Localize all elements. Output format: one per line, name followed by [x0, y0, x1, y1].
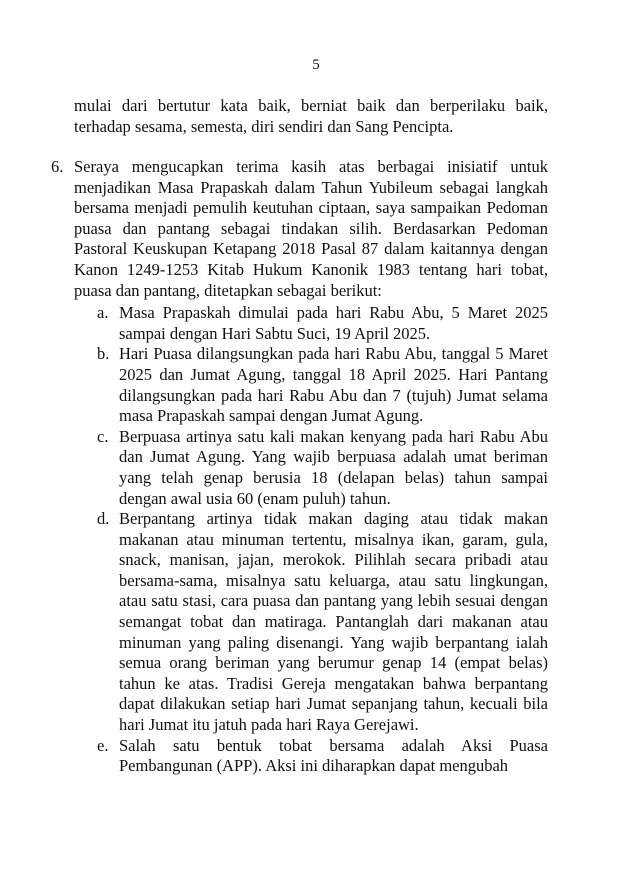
sub-item-letter: e.: [97, 735, 109, 755]
sub-item-letter: c.: [97, 426, 109, 446]
sub-list: [74, 303, 548, 777]
sub-item-text: Hari Puasa dilangsungkan pada hari Rabu Abu, tanggal 5 Maret 2025 dan Jumat Agung, tanggal 18 April 2025. Hari Pantang dilangsungkan pada hari Rabu Abu dan 7 (tujuh) Jumat selama masa Prapaskah sampai dengan Jumat Agung.: [119, 344, 548, 426]
sub-item-d: [74, 509, 548, 736]
sub-item-e: [74, 736, 548, 777]
list-item-number: 6.: [51, 157, 64, 176]
intro-paragraph: mulai dari bertutur kata baik, berniat baik dan berperilaku baik, terhadap sesama, semesta, diri sendiri dan Sang Pencipta.: [74, 96, 548, 136]
page-number: 5: [312, 57, 320, 73]
sub-item-text: Salah satu bentuk tobat bersama adalah Aksi Puasa Pembangunan (APP). Aksi ini diharapkan dapat mengubah: [119, 735, 548, 776]
sub-item-text: Berpantang artinya tidak makan daging atau tidak makan makanan atau minuman tertentu, misalnya ikan, garam, gula, snack, manisan, jajan, merokok. Pilihlah secara pribadi atau bersama-sama, misalnya satu keluarga, atau satu lingkungan, atau satu stasi, cara puasa dan pantang yang lebih sesuai dengan semangat tobat dan matiraga. Pantanglah dari makanan atau minuman yang paling disenangi. Yang wajib berpantang ialah semua orang beriman yang berumur genap 14 (empat belas) tahun ke atas. Tradisi Gereja mengatakan bahwa berpantang dapat dilakukan setiap hari Jumat sepanjang tahun, kecuali bila hari Jumat itu jatuh pada hari Raya Gerejawi.: [119, 509, 548, 735]
sub-item-letter: d.: [97, 509, 110, 529]
sub-item-letter: b.: [97, 344, 110, 364]
sub-item-letter: a.: [97, 303, 109, 323]
sub-item-c: [74, 427, 548, 509]
sub-item-a: [74, 303, 548, 344]
sub-item-b: [74, 344, 548, 426]
list-item-body: [74, 157, 548, 777]
sub-item-text: Berpuasa artinya satu kali makan kenyang pada hari Rabu Abu dan Jumat Agung. Yang wajib berpuasa adalah umat beriman yang telah genap berusia 18 (delapan belas) tahun sampai dengan awal usia 60 (enam puluh) tahun.: [119, 426, 548, 508]
list-item-text: Seraya mengucapkan terima kasih atas berbagai inisiatif untuk menjadikan Masa Prapaskah dalam Tahun Yubileum sebagai langkah bersama menjadi pemulih keutuhan ciptaan, saya sampaikan Pedoman puasa dan pantang sebagai tindakan silih. Berdasarkan Pedoman Pastoral Keuskupan Ketapang 2018 Pasal 87 dalam kaitannya dengan Kanon 1249-1253 Kitab Hukum Kanonik 1983 tentang hari tobat, puasa dan pantang, ditetapkan sebagai berikut:: [74, 157, 548, 300]
sub-item-text: Masa Prapaskah dimulai pada hari Rabu Abu, 5 Maret 2025 sampai dengan Hari Sabtu Suci, 19 April 2025.: [119, 303, 548, 343]
